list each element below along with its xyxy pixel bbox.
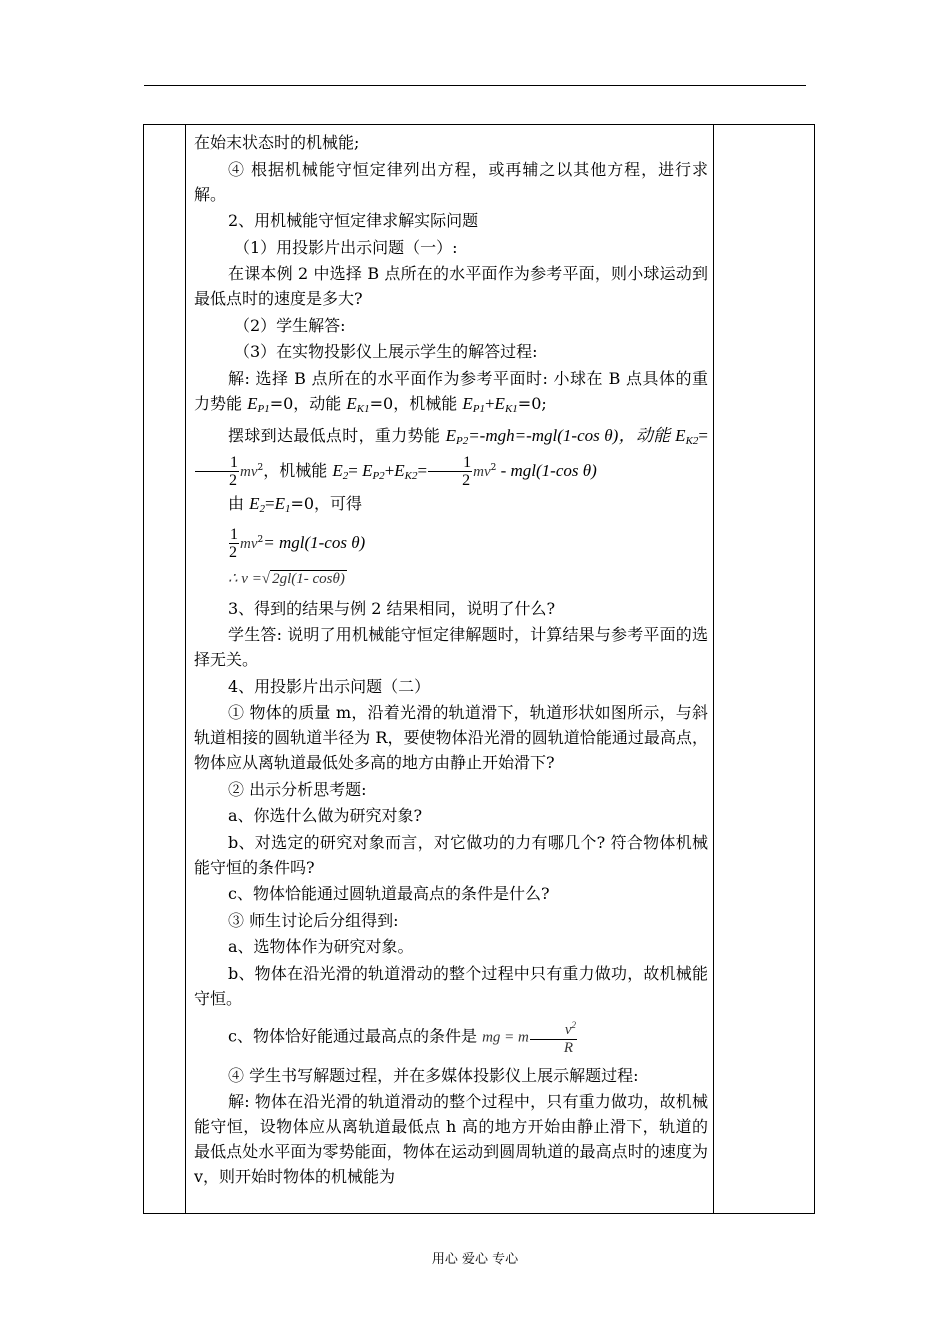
velocity-result: ∴ v =√ 2gl(1- cosθ) bbox=[228, 570, 345, 587]
page-footer: 用心 爱心 专心 bbox=[431, 1252, 519, 1267]
question-1-text: 在课本例 2 中选择 B 点所在的水平面作为参考平面，则小球运动到最低点时的速度是多大? bbox=[194, 264, 708, 308]
section-4-heading: 4、用投影片出示问题（二） bbox=[228, 676, 431, 696]
lesson-content bbox=[194, 130, 708, 1191]
table-column-divider-right bbox=[713, 125, 714, 1213]
analysis-heading: ② 出示分析思考题: bbox=[228, 779, 367, 799]
section-2-heading: 2、用机械能守恒定律求解实际问题 bbox=[228, 211, 479, 230]
student-answer-text: 学生答: 说明了用机械能守恒定律解题时，计算结果与参考平面的选择无关。 bbox=[194, 625, 708, 669]
solution-line-3: 由 $E_2=E_1=0$，可得 bbox=[228, 493, 363, 515]
student-answer-heading: （2）学生解答: bbox=[234, 315, 346, 335]
question-2-text: ① 物体的质量 m，沿着光滑的轨道滑下，轨道形状如图所示，与斜轨道相接的圆轨道半径为 R，要使物体沿光滑的圆轨道恰能通过最高点，物体应从离轨道最低处多高的地方由静止开始滑下? bbox=[194, 703, 708, 772]
energy-equation: $\frac{1}{2}$ $mv^2= mgl(1-\cos$ θ) bbox=[229, 525, 366, 561]
result-a: a、选物体作为研究对象。 bbox=[228, 937, 414, 956]
table-column-divider-left bbox=[185, 125, 186, 1213]
discussion-heading: ③ 师生讨论后分组得到: bbox=[228, 910, 399, 930]
analysis-b: b、对选定的研究对象而言，对它做功的力有哪几个? 符合物体机械能守恒的条件吗? bbox=[194, 832, 708, 877]
solution-line-1: 解: 选择 B 点所在的水平面作为参考平面时: 小球在 B 点具体的重力势能 $E_{P1}=0$，动能 $E_{K1}=0$，机械能 $E_{P1}+E_{K1}=0$; bbox=[194, 368, 708, 415]
fraction-half: $\frac{1}{2}$ bbox=[428, 454, 472, 489]
step-4-text: ④ 根据机械能守恒定律列出方程，或再辅之以其他方程，进行求解。 bbox=[194, 159, 708, 204]
solution-2-text: 解: 物体在沿光滑的轨道滑动的整个过程中，只有重力做功，故机械能守恒，设物体应从离轨道最低点 h 高的地方开始由静止滑下，轨道的最低点处水平面为零势能面，物体在运动到圆周轨道的最高点时的速度为 v，则开始时物体的机械能为 bbox=[194, 1092, 708, 1186]
text-line: 在始末状态时的机械能; bbox=[194, 133, 360, 152]
projection-heading: （3）在实物投影仪上展示学生的解答过程: bbox=[234, 342, 538, 361]
header-rule bbox=[144, 85, 806, 86]
step-4-writing: ④ 学生书写解题过程，并在多媒体投影仪上展示解题过程: bbox=[228, 1065, 639, 1085]
solution-line-2: 摆球到达最低点时，重力势能 $E_{P2}=-mgh=-mgl(1-\cos$ θ)，动能 $E_{K2}=$ $\frac{1}{2}$ $mv^2$，机械能 $E_2= E_{P2}+E_{K2}=$ $\frac{1}{2}$ $mv^2 - mgl(1-\cos$ θ) bbox=[194, 423, 708, 489]
analysis-a: a、你选什么做为研究对象? bbox=[228, 806, 423, 825]
section-3-heading: 3、得到的结果与例 2 结果相同，说明了什么? bbox=[228, 598, 556, 618]
result-b: b、物体在沿光滑的轨道滑动的整个过程中只有重力做功，故机械能守恒。 bbox=[194, 963, 708, 1008]
result-c: c、物体恰好能通过最高点的条件是 mg = m $\frac{v^2}{R}$ bbox=[194, 1017, 708, 1057]
fraction-half: $\frac{1}{2}$ bbox=[195, 454, 239, 489]
question-1-heading: （1）用投影片出示问题（一）: bbox=[234, 237, 458, 257]
fraction-half: $\frac{1}{2}$ bbox=[229, 525, 238, 561]
analysis-c: c、物体恰能通过圆轨道最高点的条件是什么? bbox=[228, 884, 550, 903]
fraction-v2-over-r: $\frac{v^2}{R}$ bbox=[530, 1017, 577, 1057]
